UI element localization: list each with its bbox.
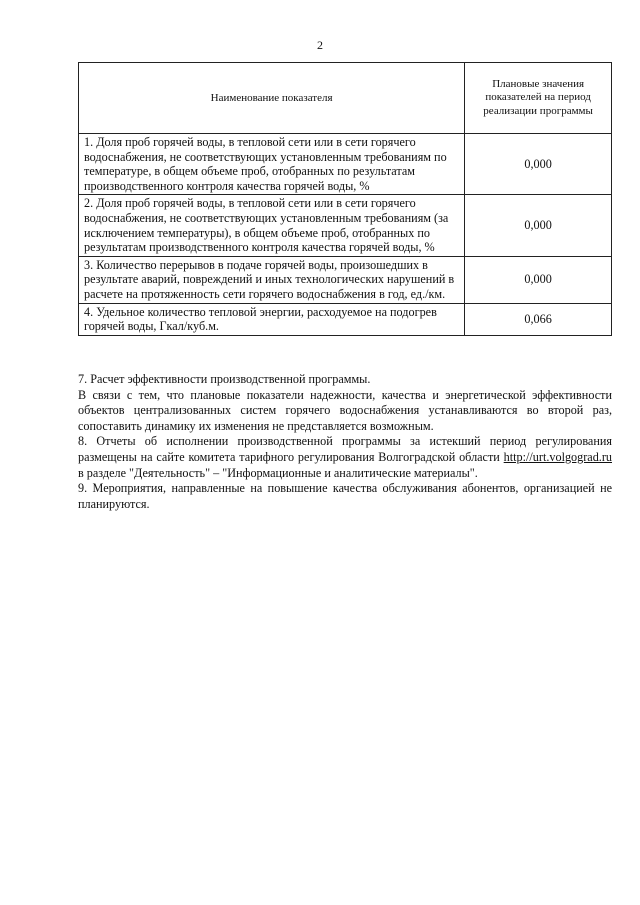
section-8-text-before: 8. Отчеты об исполнении производственной программы за истекший период регулирования размещены на сайте комитета тарифного регулирования Волгоградской области [78, 434, 612, 464]
indicator-name-3: 3. Количество перерывов в подаче горячей воды, произошедших в результате аварий, повреждений и иных технологических нарушений в расчете на протяженность сети горячего водоснабжения в год, ед./км. [79, 256, 465, 303]
table-row [79, 256, 612, 303]
table-header-row [79, 63, 612, 134]
table-row [79, 195, 612, 256]
indicator-value-2: 0,000 [465, 195, 612, 256]
header-planned-values: Плановые значения показателей на период реализации программы [465, 63, 612, 134]
section-9-text: 9. Мероприятия, направленные на повышение качества обслуживания абонентов, организацией не планируются. [78, 481, 612, 511]
indicator-name-4: 4. Удельное количество тепловой энергии, расходуемое на подогрев горячей воды, Гкал/куб.м. [79, 303, 465, 335]
indicator-name-2: 2. Доля проб горячей воды, в тепловой сети или в сети горячего водоснабжения, не соответствующих установленным требованиям (за исключением температуры), в общем объеме проб, отобранных по результатам производственного контроля качества горячей воды, % [79, 195, 465, 256]
page-number: 2 [317, 38, 323, 52]
table-row [79, 134, 612, 195]
section-8-text-after: в разделе "Деятельность" – "Информационные и аналитические материалы". [78, 465, 478, 480]
website-link[interactable]: http://urt.volgograd.ru [503, 449, 612, 464]
indicator-value-1: 0,000 [465, 134, 612, 195]
indicators-table [78, 62, 612, 336]
document-body [78, 372, 612, 512]
table-row [79, 303, 612, 335]
section-8-paragraph [78, 434, 612, 481]
indicator-value-3: 0,000 [465, 256, 612, 303]
section-7-title: 7. Расчет эффективности производственной программы. [78, 372, 371, 386]
section-7-text: В связи с тем, что плановые показатели надежности, качества и энергетической эффективности объектов централизованных систем горячего водоснабжения устанавливаются во второй раз, сопоставить динамику их изменения не представляется возможным. [78, 387, 612, 433]
indicator-name-1: 1. Доля проб горячей воды, в тепловой сети или в сети горячего водоснабжения, не соответствующих установленным требованиям по температуре, в общем объеме проб, отобранных по результатам производственного контроля качества горячей воды, % [79, 134, 465, 195]
indicator-value-4: 0,066 [465, 303, 612, 335]
header-indicator-name: Наименование показателя [79, 63, 465, 134]
